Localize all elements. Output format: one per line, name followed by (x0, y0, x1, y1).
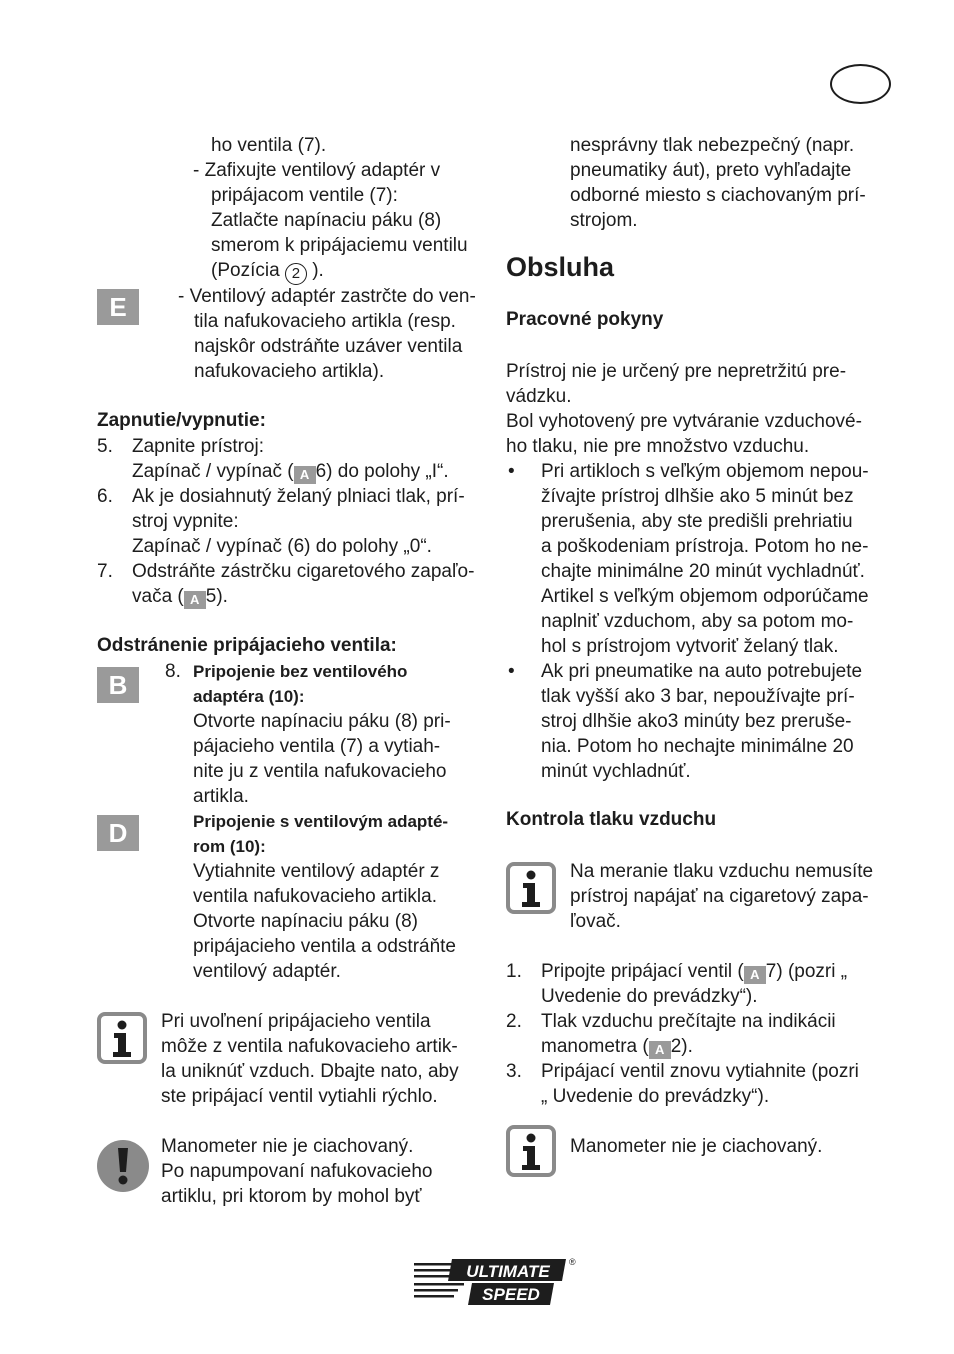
figure-marker-d: D (97, 815, 139, 851)
list-number: 5. (97, 436, 113, 457)
text-line: nia. Potom ho nechajte minimálne 20 (541, 736, 854, 757)
text-line: Zapínač / vypínač (6) do polohy „0“. (132, 536, 432, 557)
text-line: ventila nafukovacieho artikla. (193, 886, 437, 907)
text-line: ho tlaku, nie pre množstvo vzduchu. (506, 436, 810, 457)
text-line: nesprávny tlak nebezpečný (napr. (570, 135, 855, 156)
text-line: Po napumpovaní nafukovacieho (161, 1161, 433, 1182)
text-line: Bol vyhotovený pre vytváranie vzduchové- (506, 411, 862, 432)
section-heading: Kontrola tlaku vzduchu (506, 809, 717, 830)
text-line: Tlak vzduchu prečítajte na indikácii (541, 1011, 836, 1032)
text-line (132, 584, 228, 609)
text-line: nafukovacieho artikla). (194, 361, 385, 382)
bullet: • (508, 661, 515, 682)
info-icon (506, 862, 556, 914)
text-line: ventilový adaptér. (193, 961, 341, 982)
text-line: najskôr odstráňte uzáver ventila (194, 336, 463, 357)
section-heading: Odstránenie pripájacieho ventila: (97, 635, 397, 656)
figure-marker-e: E (97, 289, 139, 325)
figure-marker-b: B (97, 667, 139, 703)
text-line: Zapnite prístroj: (132, 436, 264, 457)
text-line: Artikel s veľkým objemom odporúčame (541, 586, 869, 607)
text-line: artikla. (193, 786, 249, 807)
text-line: ste pripájací ventil vytiahli rýchlo. (161, 1086, 438, 1107)
text-line: Uvedenie do prevádzky“). (541, 986, 758, 1007)
figure-ref-a: A (649, 1041, 671, 1059)
list-number: 8. (165, 661, 181, 682)
text-line: Prístroj nie je určený pre nepretržitú pre- (506, 361, 847, 382)
text-line: pripájacom ventile (7): (211, 185, 398, 206)
bullet: • (508, 461, 515, 482)
text-line: smerom k pripájaciemu ventilu (211, 235, 468, 256)
text-line: Pri uvoľnení pripájacieho ventila (161, 1011, 431, 1032)
page-title: Obsluha (506, 252, 615, 282)
text-line: prístroj napájať na cigaretový zapa- (570, 886, 869, 907)
text-fragment: Pripojte pripájací ventil ( (541, 961, 744, 982)
text-line (541, 1034, 693, 1059)
text-line: pneumatiky áut), preto vyhľadajte (570, 160, 852, 181)
figure-ref-a: A (294, 466, 316, 484)
text-line: Na meranie tlaku vzduchu nemusíte (570, 861, 874, 882)
figure-ref-a: A (744, 966, 766, 984)
list-number: 1. (506, 961, 522, 982)
text-line: Manometer nie je ciachovaný. (161, 1136, 414, 1157)
info-icon (97, 1012, 147, 1064)
position-circle: 2 (285, 263, 307, 285)
text-line: - Zafixujte ventilový adaptér v (193, 160, 441, 181)
figure-ref-a: A (184, 591, 206, 609)
text-line: pájacieho ventila (7) a vytiah- (193, 736, 441, 757)
text-line: tlak vyšší ako 3 bar, nepoužívajte prí- (541, 686, 855, 707)
text-fragment: 7) (pozri „ (765, 961, 848, 982)
subheading-line: adaptéra (10): (193, 687, 305, 706)
warning-icon (96, 1139, 150, 1193)
subheading-line: Pripojenie s ventilovým adapté- (193, 812, 449, 831)
text-line: artiklu, pri ktorom by mohol byť (161, 1186, 422, 1207)
text-fragment: (Pozícia (211, 260, 285, 281)
subheading-line: rom (10): (193, 837, 266, 856)
section-heading: Zapnutie/vypnutie: (97, 410, 266, 431)
text-line: prerušenia, aby ste predišli prehriatiu (541, 511, 853, 532)
list-number: 3. (506, 1061, 522, 1082)
text-line (211, 258, 324, 285)
language-badge (830, 64, 891, 104)
section-heading: Pracovné pokyny (506, 309, 664, 330)
text-line (541, 959, 847, 984)
text-line: „ Uvedenie do prevádzky“). (541, 1086, 770, 1107)
text-line: Zatlačte napínaciu páku (8) (211, 210, 442, 231)
logo-text-line1: ULTIMATE (466, 1262, 550, 1281)
text-line: Pri artikloch s veľkým objemom nepou- (541, 461, 869, 482)
text-line: Pripájací ventil znovu vytiahnite (pozri (541, 1061, 859, 1082)
logo-text-line2: SPEED (482, 1285, 540, 1304)
text-line: odborné miesto s ciachovaným prí- (570, 185, 866, 206)
text-line: žívajte prístroj dlhšie ako 5 minút bez (541, 486, 854, 507)
text-fragment: vača ( (132, 586, 184, 607)
text-line: stroj dlhšie ako3 minúty bez preruše- (541, 711, 852, 732)
text-line: a poškodeniam prístroja. Potom ho ne- (541, 536, 869, 557)
text-line: stroj vypnite: (132, 511, 239, 532)
text-fragment: ). (306, 260, 324, 281)
text-fragment: manometra ( (541, 1036, 649, 1057)
text-line: chajte minimálne 20 minút vychladnúť. (541, 561, 865, 582)
text-line (132, 459, 449, 484)
list-number: 2. (506, 1011, 522, 1032)
text-line: môže z ventila nafukovacieho artik- (161, 1036, 458, 1057)
list-number: 6. (97, 486, 113, 507)
text-line: ho ventila (7). (211, 135, 327, 156)
text-line: Vytiahnite ventilový adaptér z (193, 861, 440, 882)
registered-mark: ® (569, 1257, 576, 1267)
text-fragment: Zapínač / vypínač ( (132, 461, 294, 482)
text-line: - Ventilový adaptér zastrčte do ven- (178, 286, 476, 307)
text-line: Odstráňte zástrčku cigaretového zapaľo- (132, 561, 475, 582)
text-line: naplniť vzduchom, aby sa potom mo- (541, 611, 854, 632)
text-line: tila nafukovacieho artikla (resp. (194, 311, 456, 332)
text-fragment: 5). (205, 586, 228, 607)
text-line: nite ju z ventila nafukovacieho (193, 761, 447, 782)
text-line: Otvorte napínaciu páku (8) pri- (193, 711, 451, 732)
text-line: la uniknúť vzduch. Dbajte nato, aby (161, 1061, 459, 1082)
text-line: vádzku. (506, 386, 572, 407)
text-line: pripájacieho ventila a odstráňte (193, 936, 457, 957)
text-line: Ak je dosiahnutý želaný plniaci tlak, prí- (132, 486, 465, 507)
text-line: hol s prístrojom vytvoriť želaný tlak. (541, 636, 839, 657)
text-line: strojom. (570, 210, 638, 231)
text-line: minút vychladnúť. (541, 761, 691, 782)
text-fragment: 6) do polohy „I“. (315, 461, 449, 482)
text-line: Manometer nie je ciachovaný. (570, 1136, 823, 1157)
text-fragment: 2). (670, 1036, 693, 1057)
text-line: Ak pri pneumatike na auto potrebujete (541, 661, 863, 682)
subheading-line: Pripojenie bez ventilového (193, 662, 408, 681)
info-icon (506, 1125, 556, 1177)
text-line: ľovač. (570, 911, 621, 932)
list-number: 7. (97, 561, 113, 582)
text-line: Otvorte napínaciu páku (8) (193, 911, 418, 932)
ultimate-speed-logo (412, 1253, 582, 1309)
